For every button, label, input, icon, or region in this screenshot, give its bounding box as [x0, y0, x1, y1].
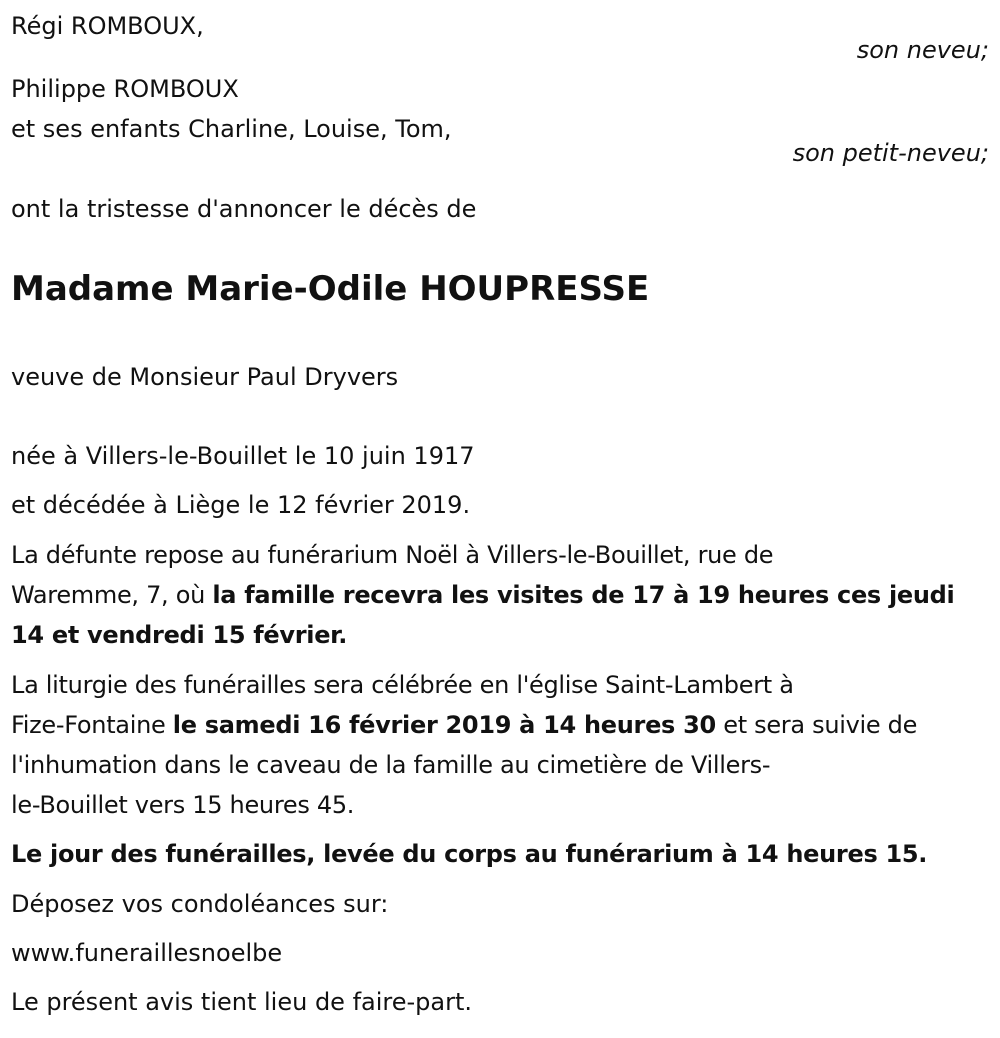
relation-son-petit-neveu: son petit-neveu;: [792, 139, 989, 167]
liturgy-paragraph: [11, 665, 996, 825]
liturgy-line-2-tail: et sera suivie de: [715, 711, 918, 739]
liturgy-line-2-plain: Fize-Fontaine: [11, 711, 173, 739]
liturgy-line-2: [11, 705, 996, 745]
visitation-dates: 14 et vendredi 15 février.: [11, 621, 348, 649]
deceased-name: Madame Marie-Odile HOUPRESSE: [11, 269, 650, 309]
liturgy-line-3: l'inhumation dans le caveau de la famille au cimetière de Villers-: [11, 751, 771, 779]
visitation-line-2-plain: Waremme, 7, où: [11, 581, 213, 609]
family-line-philippe: Philippe ROMBOUX: [11, 75, 239, 103]
notice-text: Le présent avis tient lieu de faire-part.: [11, 988, 473, 1016]
visitation-paragraph: [11, 535, 996, 655]
family-line-children: et ses enfants Charline, Louise, Tom,: [11, 115, 452, 143]
announcement-intro: ont la tristesse d'annoncer le décès de: [11, 195, 477, 223]
condolences-label: Déposez vos condoléances sur:: [11, 890, 389, 918]
visitation-line-2: [11, 575, 996, 615]
widow-of: veuve de Monsieur Paul Dryvers: [11, 363, 399, 391]
relation-son-neveu: son neveu;: [856, 36, 989, 64]
death-info: et décédée à Liège le 12 février 2019.: [11, 491, 471, 519]
departure-info: Le jour des funérailles, levée du corps au funérarium à 14 heures 15.: [11, 840, 928, 868]
liturgy-line-4: le-Bouillet vers 15 heures 45.: [11, 791, 355, 819]
visitation-hours: la famille recevra les visites de 17 à 19 heures ces jeudi: [212, 581, 955, 609]
liturgy-date-time: le samedi 16 février 2019 à 14 heures 30: [172, 711, 716, 739]
birth-info: née à Villers-le-Bouillet le 10 juin 1917: [11, 442, 475, 470]
family-line-regi: Régi ROMBOUX,: [11, 12, 204, 40]
liturgy-line-1: La liturgie des funérailles sera célébrée en l'église Saint-Lambert à: [11, 671, 794, 699]
visitation-line-1: La défunte repose au funérarium Noël à Villers-le-Bouillet, rue de: [11, 541, 774, 569]
condolences-website: www.funeraillesnoelbe: [11, 939, 283, 967]
